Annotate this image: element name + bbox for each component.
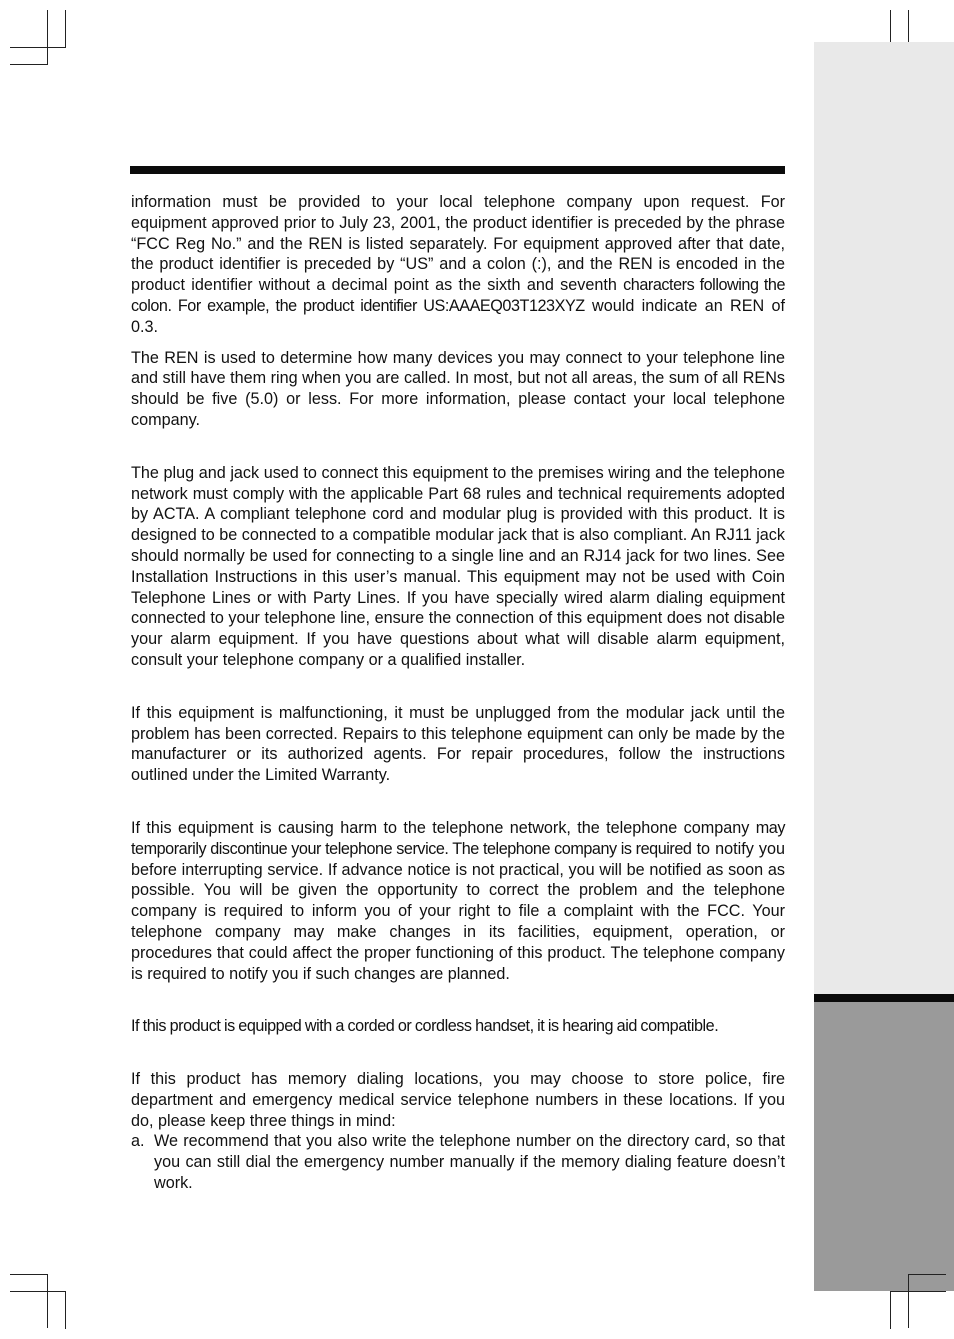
- header-rule: [130, 166, 785, 174]
- paragraph-text: characters following the colon. For example, the product identifier US:AAAEQ03T123XYZ: [131, 276, 785, 315]
- crop-mark: [47, 1274, 48, 1328]
- paragraph-text: to notify you before interrupting service. If advance notice is not practical, you will be notified as soon as possible. You will be given the opportunity to correct the problem and the telephone company is required to inform you of your right to file a complaint with the FCC. Your telephone company may make changes in its facilities, equipment, operation, or procedures that could affect the proper functioning of this product. The telephone company is required to notify you if such changes are planned.: [131, 839, 785, 983]
- crop-mark: [890, 1291, 946, 1292]
- paragraph: If this equipment is malfunctioning, it must be unplugged from the modular jack until the problem has been corrected. Repairs to this telephone equipment can only be made by the manufacturer or its authorized agents. For repair procedures, follow the instructions outlined under the Limited Warranty.: [131, 703, 785, 785]
- paragraph: [131, 818, 785, 984]
- paragraph: [131, 192, 785, 338]
- paragraph: The REN is used to determine how many devices you may connect to your telephone line and still have them ring when you are called. In most, but not all areas, the sum of all RENs should be five (5.0) or less. For more information, please contact your local telephone company.: [131, 348, 785, 429]
- crop-mark: [65, 10, 66, 48]
- list-item-text: We recommend that you also write the telephone number on the directory card, so that you can still dial the emergency number manually if the memory dialing feature doesn’t work.: [154, 1132, 785, 1193]
- list-marker: a.: [131, 1132, 145, 1151]
- paragraph: If this product has memory dialing locations, you may choose to store police, fire department and emergency medical service telephone numbers in these locations. If you do, please keep three things in mind:: [131, 1070, 785, 1130]
- body-text: [131, 192, 785, 1194]
- side-tab-rule: [814, 994, 954, 1002]
- crop-mark: [10, 64, 48, 65]
- paragraph-text: would indicate an REN of 0.3.: [131, 296, 785, 336]
- crop-mark: [890, 1291, 891, 1329]
- side-tab-light: [814, 42, 954, 994]
- crop-mark: [47, 10, 48, 64]
- paragraph: The plug and jack used to connect this equipment to the premises wiring and the telephone network must comply with the applicable Part 68 rules and technical requirements adopted by ACTA. A compliant telephone cord and modular plug is provided with this product. It is designed to be connected to a compatible modular jack that is also compliant. An RJ11 jack should normally be used for connecting to a single line and an RJ14 jack for two lines. See Installation Instructions in this user’s manual. This equipment may not be used with Coin Telephone Lines or with Party Lines. If you have specially wired alarm dialing equipment connected to your telephone line, ensure the connection of this equipment does not disable your alarm equipment. If you have questions about what will disable alarm equipment, consult your telephone company or a qualified installer.: [131, 463, 785, 669]
- crop-mark: [908, 1274, 909, 1328]
- list-item: [131, 1131, 785, 1193]
- crop-mark: [908, 1274, 946, 1275]
- emergency-list: [131, 1131, 785, 1193]
- crop-mark: [10, 1291, 66, 1292]
- paragraph-text: If this equipment is causing harm to the telephone network, the telephone company: [131, 818, 750, 837]
- paragraph-text: may temporarily discontinue your telephone service. The telephone company is required: [131, 818, 785, 858]
- crop-mark: [65, 1291, 66, 1329]
- paragraph-text: information must be provided to your local telephone company upon request. For equipment approved prior to July 23, 2001, the product identifier is preceded by the phrase “FCC Reg No.” and the REN is listed separately. For equipment approved after that date, the product identifier is preceded by “US” and a colon (:), and the REN is encoded in the product identifier without a decimal point as the sixth and seventh: [131, 193, 785, 295]
- side-tab-dark: [814, 1002, 954, 1291]
- paragraph: If this product is equipped with a corded or cordless handset, it is hearing aid compatible.: [131, 1017, 719, 1036]
- crop-mark: [10, 47, 66, 48]
- crop-mark: [10, 1274, 48, 1275]
